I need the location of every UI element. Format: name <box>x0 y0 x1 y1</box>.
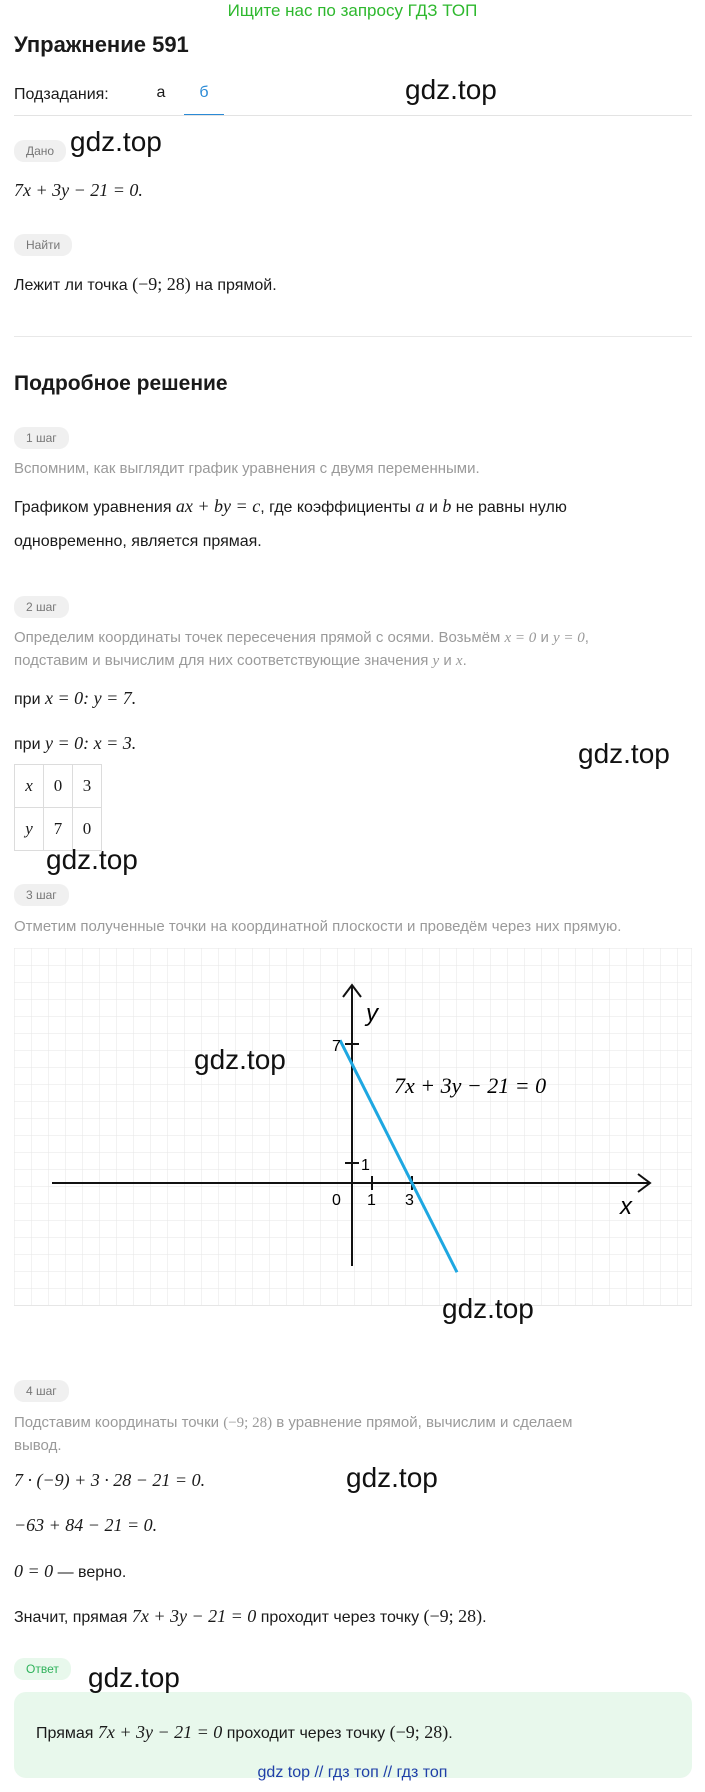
step2-text: при <box>14 691 45 708</box>
step2-equation: x = 0: y = 7. <box>44 688 137 708</box>
step1-hint: Вспомним, как выглядит график уравнения с двумя переменными. <box>14 460 480 477</box>
step2-hint-math: y = 0 <box>553 630 585 646</box>
step2-hint-text: подставим и вычислим для них соответствующие значения <box>14 652 433 669</box>
table-cell: x <box>15 765 44 808</box>
search-banner[interactable]: Ищите нас по запросу ГДЗ ТОП <box>227 1 478 20</box>
step2-hint-text: и <box>536 629 554 646</box>
solution-title: Подробное решение <box>14 372 228 395</box>
step4-hint-line2: вывод. <box>14 1437 62 1454</box>
watermark: gdz.top <box>405 74 497 105</box>
table-row <box>15 765 102 808</box>
x-axis-label: x <box>620 1193 632 1220</box>
find-text-pre: Лежит ли точка <box>14 277 133 294</box>
answer-point: (−9; 28) <box>389 1722 449 1742</box>
step1-text: , где коэффициенты <box>260 499 416 516</box>
step4-text: Значит, прямая <box>14 1609 132 1626</box>
step1-badge: 1 шаг <box>14 427 69 449</box>
step4-calc1: 7 · (−9) + 3 · 28 − 21 = 0. <box>14 1470 206 1490</box>
y-axis-label: y <box>366 1000 378 1027</box>
line-equation-label: 7x + 3y − 21 = 0 <box>394 1073 547 1098</box>
footer-links[interactable]: gdz top // гдз топ // гдз топ <box>257 1764 448 1781</box>
answer-text-part: Прямая <box>36 1725 98 1742</box>
section-divider <box>14 336 692 337</box>
subtasks-label: Подзадания: <box>14 86 109 103</box>
step4-text: . <box>482 1609 487 1626</box>
tab-a[interactable]: а <box>156 84 166 101</box>
watermark: gdz.top <box>46 844 138 875</box>
step2-when-x0 <box>14 688 136 709</box>
coordinate-graph <box>14 948 692 1306</box>
step1-equation: ax + by = c <box>175 496 261 516</box>
tick-label-7: 7 <box>332 1038 341 1055</box>
step2-hint-line2 <box>14 652 467 670</box>
watermark: gdz.top <box>70 126 162 157</box>
origin-label: 0 <box>332 1192 341 1209</box>
answer-text-part: . <box>448 1725 453 1742</box>
step4-point: (−9; 28) <box>423 1606 483 1626</box>
step4-hint-text: Подставим координаты точки <box>14 1414 224 1431</box>
table-cell: 7 <box>44 808 73 851</box>
step2-hint-line1 <box>14 629 589 647</box>
tick-label-x1: 1 <box>367 1192 376 1209</box>
answer-text <box>36 1722 453 1743</box>
page-title: Упражнение 591 <box>14 32 189 57</box>
watermark: gdz.top <box>442 1293 534 1324</box>
step2-hint-text: , <box>584 629 589 646</box>
given-equation: 7x + 3y − 21 = 0. <box>14 180 143 200</box>
step4-hint-line1 <box>14 1414 572 1432</box>
watermark: gdz.top <box>346 1462 438 1493</box>
step4-conclusion <box>14 1606 487 1627</box>
values-table <box>14 764 102 851</box>
step1-coef-a: a <box>415 496 425 516</box>
find-point: (−9; 28) <box>132 274 191 294</box>
step4-calc3 <box>14 1561 126 1582</box>
step4-calc2: −63 + 84 − 21 = 0. <box>14 1515 158 1535</box>
table-cell: 0 <box>73 808 102 851</box>
step4-badge: 4 шаг <box>14 1380 69 1402</box>
step2-equation: y = 0: x = 3. <box>44 733 137 753</box>
step4-hint-point: (−9; 28) <box>223 1415 273 1431</box>
tick-label-y1: 1 <box>361 1157 370 1174</box>
step2-when-y0 <box>14 733 136 754</box>
table-cell: 3 <box>73 765 102 808</box>
step2-hint-text: и <box>439 652 456 669</box>
watermark: gdz.top <box>88 1662 180 1693</box>
watermark: gdz.top <box>194 1044 286 1075</box>
step2-hint-math: x <box>455 653 463 669</box>
step1-line1 <box>14 496 567 517</box>
answer-badge: Ответ <box>14 1658 71 1680</box>
given-badge: Дано <box>14 140 66 162</box>
answer-equation: 7x + 3y − 21 = 0 <box>97 1722 223 1742</box>
step2-text: при <box>14 736 45 753</box>
step1-coef-b: b <box>442 496 452 516</box>
step4-text: проходит через точку <box>256 1609 424 1626</box>
table-cell: 0 <box>44 765 73 808</box>
find-badge: Найти <box>14 234 72 256</box>
step4-equation: 7x + 3y − 21 = 0 <box>131 1606 257 1626</box>
tab-b[interactable]: б <box>184 84 224 116</box>
step4-text: — верно. <box>53 1564 127 1581</box>
tabs-divider <box>14 115 692 116</box>
step2-badge: 2 шаг <box>14 596 69 618</box>
step1-text: и <box>424 499 443 516</box>
step1-text: не равны нулю <box>451 499 567 516</box>
step4-equation: 0 = 0 <box>14 1561 54 1581</box>
step3-badge: 3 шаг <box>14 884 69 906</box>
step1-text: Графиком уравнения <box>14 499 176 516</box>
table-cell: y <box>15 808 44 851</box>
step1-line2: одновременно, является прямая. <box>14 533 262 550</box>
step2-hint-math: y <box>432 653 440 669</box>
find-text <box>14 274 277 295</box>
tick-label-3: 3 <box>405 1192 414 1209</box>
step2-hint-text: . <box>462 652 467 669</box>
step4-hint-text: в уравнение прямой, вычислим и сделаем <box>272 1414 573 1431</box>
step2-hint-text: Определим координаты точек пересечения прямой с осями. Возьмём <box>14 629 505 646</box>
answer-text-part: проходит через точку <box>222 1725 390 1742</box>
step2-hint-math: x = 0 <box>504 630 537 646</box>
find-text-post: на прямой. <box>190 277 277 294</box>
watermark: gdz.top <box>578 738 670 769</box>
step3-hint: Отметим полученные точки на координатной плоскости и проведём через них прямую. <box>14 918 622 935</box>
